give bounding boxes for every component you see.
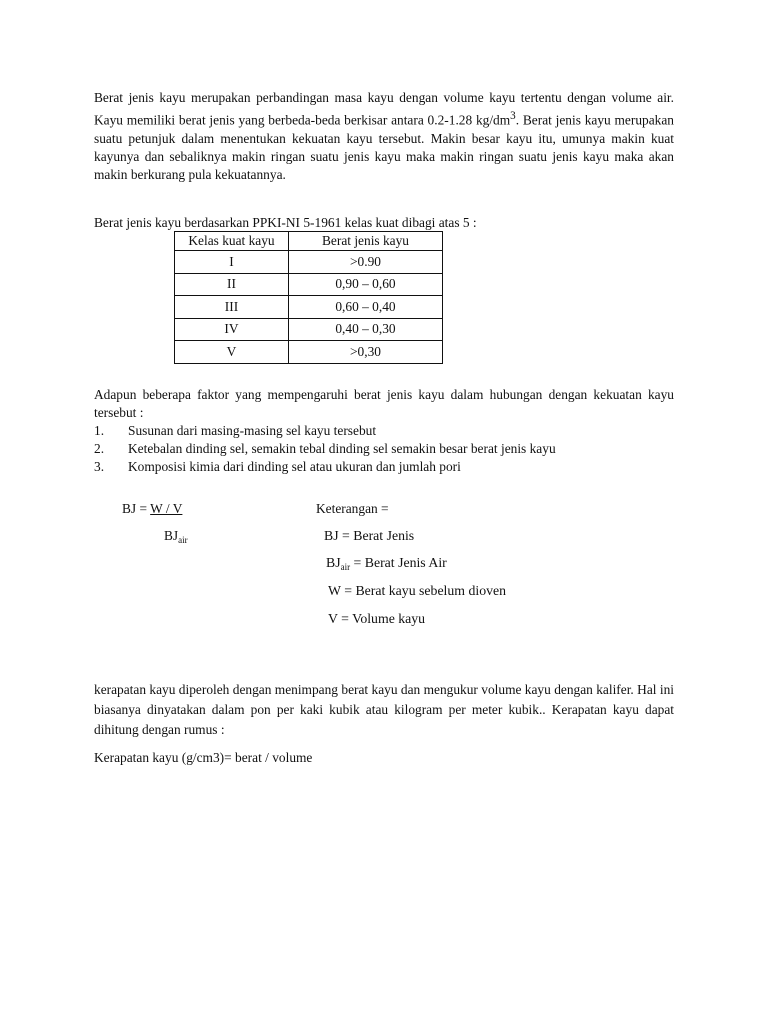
paragraph-density: kerapatan kayu diperoleh dengan menimpang berat kayu dan mengukur volume kayu dengan kalifer. Hal ini biasanya dinyatakan dalam pon per kaki kubik atau kilogram per meter kubik.. Kerapatan kayu dapat dihitung dengan rumus : <box>94 682 674 737</box>
table-header-cell: Kelas kuat kayu <box>175 232 289 251</box>
strength-class-table <box>174 231 443 364</box>
formula-numerator: W / V <box>150 501 183 516</box>
table-row <box>175 341 443 364</box>
list-item-number: 1. <box>94 423 105 438</box>
list-item-text: Susunan dari masing-masing sel kayu tersebut <box>128 423 377 438</box>
legend-title: Keterangan = <box>316 501 389 516</box>
superscript-3: 3 <box>510 110 516 123</box>
formula-numerator-line <box>122 501 182 517</box>
table-cell: 0,90 – 0,60 <box>289 273 443 296</box>
table-row <box>175 296 443 319</box>
table-cell: 0,40 – 0,30 <box>289 318 443 341</box>
list-item <box>94 440 674 458</box>
legend-bj-air-sub: air <box>340 562 351 572</box>
table-header-row <box>175 232 443 251</box>
factors-list <box>94 422 674 477</box>
legend-bj-air <box>326 555 447 572</box>
paragraph-classification: Berat jenis kayu berdasarkan PPKI-NI 5-1961 kelas kuat dibagi atas 5 : <box>94 215 477 230</box>
formula-denominator-base: BJ <box>164 528 179 543</box>
list-item <box>94 458 674 476</box>
list-item-text: Komposisi kimia dari dinding sel atau ukuran dan jumlah pori <box>128 459 461 475</box>
table-cell: III <box>175 296 289 319</box>
list-item <box>94 422 674 440</box>
table-row <box>175 318 443 341</box>
table-row <box>175 273 443 296</box>
legend-bj-air-rest: = Berat Jenis Air <box>350 555 447 570</box>
legend-bj: BJ = Berat Jenis <box>324 528 415 543</box>
formula-denominator-sub: air <box>178 535 188 545</box>
paragraph-factors-intro: Adapun beberapa faktor yang mempengaruhi berat jenis kayu dalam hubungan dengan kekuatan kayu tersebut : <box>94 387 674 421</box>
paragraph-definition-text-1: Berat jenis kayu merupakan perbandingan masa kayu dengan volume kayu tertentu dengan volume air. Kayu memiliki berat jenis yang berbeda-beda berkisar antara 0.2-1.28 kg/dm <box>94 90 674 128</box>
density-formula: Kerapatan kayu (g/cm3)= berat / volume <box>94 750 313 765</box>
table-cell: II <box>175 273 289 296</box>
table-header-cell: Berat jenis kayu <box>289 232 443 251</box>
paragraph-definition-text-2: . Berat jenis kayu merupakan suatu petunjuk dalam menentukan kekuatan kayu tersebut. Makin besar kayu itu, umunya makin kuat kayunya dan sebaliknya makin ringan suatu jenis kayu maka makin ringan suatu jenis kayu maka akan makin berkurang pula kekuatannya. <box>94 112 674 183</box>
list-item-number: 2. <box>94 441 105 457</box>
formula-lhs: BJ = <box>122 501 151 516</box>
table-cell: >0,30 <box>289 341 443 364</box>
paragraph-definition <box>94 89 674 184</box>
legend-v: V = Volume kayu <box>328 611 426 626</box>
list-item-number: 3. <box>94 459 105 475</box>
formula-denominator <box>164 528 188 545</box>
table-row <box>175 251 443 274</box>
table-cell: >0.90 <box>289 251 443 274</box>
legend-bj-air-base: BJ <box>326 555 341 570</box>
table-cell: V <box>175 341 289 364</box>
table-cell: IV <box>175 318 289 341</box>
list-item-text: Ketebalan dinding sel, semakin tebal dinding sel semakin besar berat jenis kayu <box>128 441 556 457</box>
legend-w: W = Berat kayu sebelum dioven <box>328 583 507 598</box>
table-cell: 0,60 – 0,40 <box>289 296 443 319</box>
table-cell: I <box>175 251 289 274</box>
